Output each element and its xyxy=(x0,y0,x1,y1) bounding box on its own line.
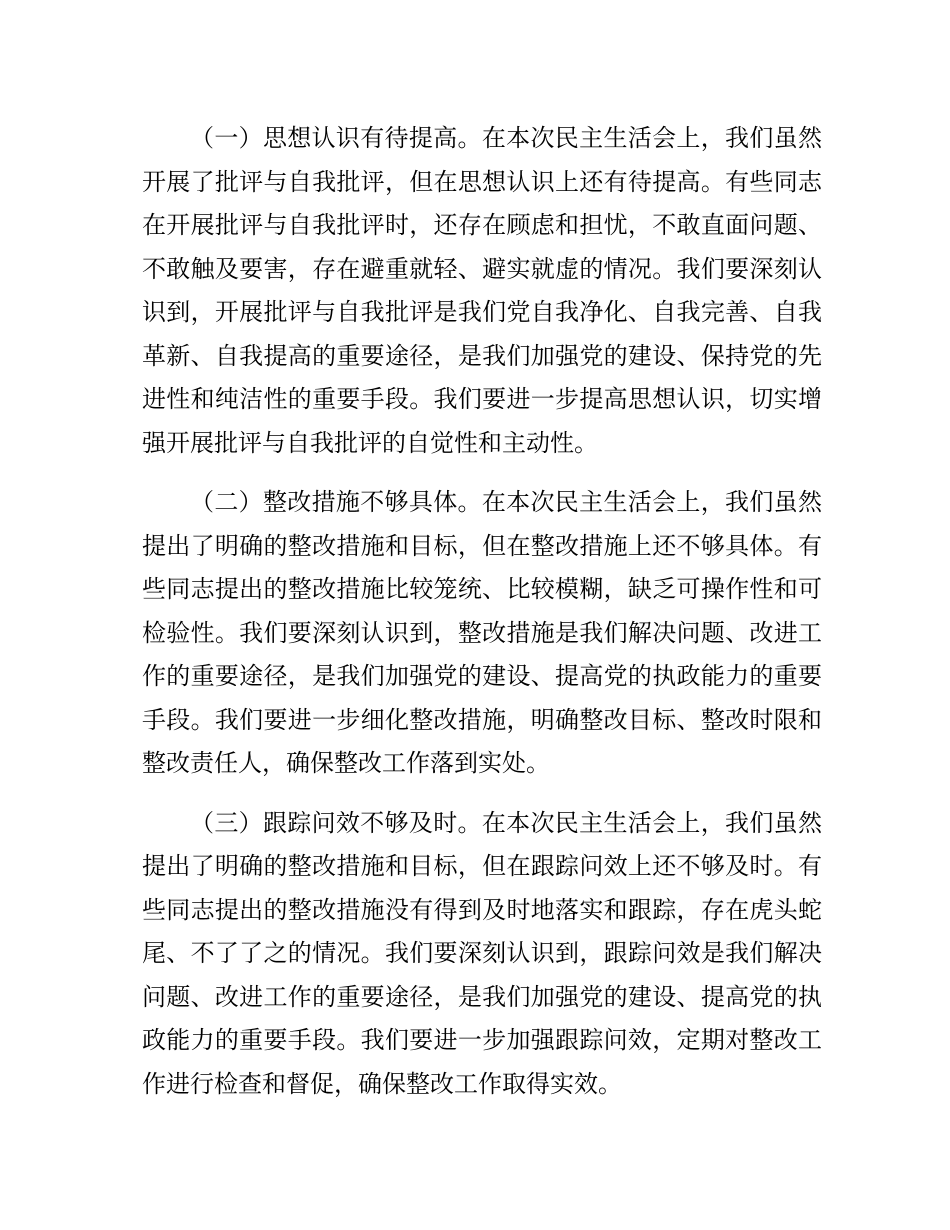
paragraph-rectification-measures: （二）整改措施不够具体。在本次民主生活会上，我们虽然提出了明确的整改措施和目标，但在整改措施上还不够具体。有些同志提出的整改措施比较笼统、比较模糊，缺乏可操作性和可检验性。我们要深刻认识到，整改措施是我们解决问题、改进工作的重要途径，是我们加强党的建设、提高党的执政能力的重要手段。我们要进一步细化整改措施，明确整改目标、整改时限和整改责任人，确保整改工作落到实处。 xyxy=(142,488,822,777)
paragraph-thought-awareness: （一）思想认识有待提高。在本次民主生活会上，我们虽然开展了批评与自我批评，但在思想认识上还有待提高。有些同志在开展批评与自我批评时，还存在顾虑和担忧，不敢直面问题、不敢触及要害，存在避重就轻、避实就虚的情况。我们要深刻认识到，开展批评与自我批评是我们党自我净化、自我完善、自我革新、自我提高的重要途径，是我们加强党的建设、保持党的先进性和纯洁性的重要手段。我们要进一步提高思想认识，切实增强开展批评与自我批评的自觉性和主动性。 xyxy=(142,124,822,457)
paragraph-follow-up-accountability: （三）跟踪问效不够及时。在本次民主生活会上，我们虽然提出了明确的整改措施和目标，但在跟踪问效上还不够及时。有些同志提出的整改措施没有得到及时地落实和跟踪，存在虎头蛇尾、不了了之的情况。我们要深刻认识到，跟踪问效是我们解决问题、改进工作的重要途径，是我们加强党的建设、提高党的执政能力的重要手段。我们要进一步加强跟踪问效，定期对整改工作进行检查和督促，确保整改工作取得实效。 xyxy=(142,808,822,1098)
document-body xyxy=(142,117,822,1122)
